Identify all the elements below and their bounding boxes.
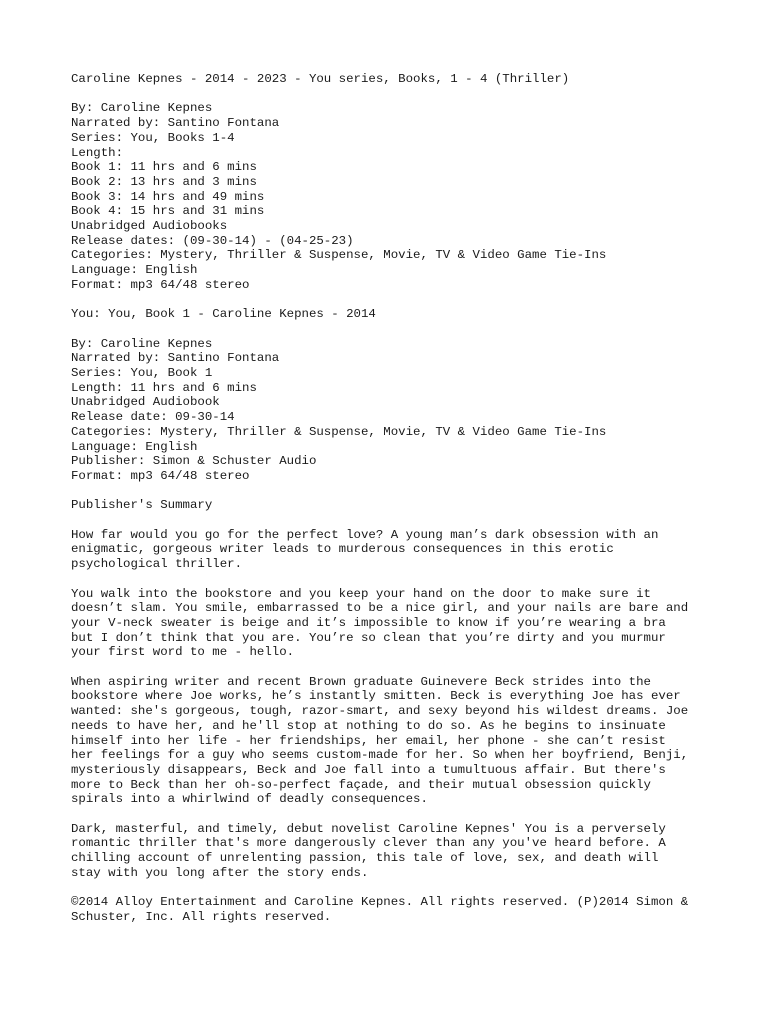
spacer — [71, 660, 731, 675]
series-length-label: Length: — [71, 145, 124, 160]
series-book3-length: Book 3: 14 hrs and 49 mins — [71, 189, 265, 204]
book1-length: Length: 11 hrs and 6 mins — [71, 380, 257, 395]
summary-paragraph-4: Dark, masterful, and timely, debut novelist Caroline Kepnes' You is a perversely romantic thriller that's more dangerously clever than any you've heard before. A chilling account of unrelenting passion, this tale of love, sex, and death will stay with you long after the story ends. — [71, 821, 666, 880]
series-format: Format: mp3 64/48 stereo — [71, 277, 250, 292]
copyright-notice: ©2014 Alloy Entertainment and Caroline Kepnes. All rights reserved. (P)2014 Simon & Schuster, Inc. All rights reserved. — [71, 895, 689, 924]
book1-format: Format: mp3 64/48 stereo — [71, 468, 250, 483]
series-name: Series: You, Books 1-4 — [71, 130, 235, 145]
book1-author: By: Caroline Kepnes — [71, 336, 213, 351]
series-narrator: Narrated by: Santino Fontana — [71, 116, 280, 131]
series-categories: Categories: Mystery, Thriller & Suspense, Movie, TV & Video Game Tie-Ins — [71, 248, 607, 263]
spacer — [71, 322, 731, 337]
summary-heading: Publisher's Summary — [71, 498, 213, 513]
series-edition: Unabridged Audiobooks — [71, 219, 228, 234]
spacer — [71, 484, 731, 499]
series-book1-length: Book 1: 11 hrs and 6 mins — [71, 160, 257, 175]
spacer — [71, 293, 731, 308]
series-book4-length: Book 4: 15 hrs and 31 mins — [71, 204, 265, 219]
series-info-block — [71, 101, 731, 292]
book1-heading: You: You, Book 1 - Caroline Kepnes - 2014 — [71, 307, 376, 322]
book1-info-block — [71, 337, 731, 484]
book1-publisher: Publisher: Simon & Schuster Audio — [71, 454, 317, 469]
book1-categories: Categories: Mystery, Thriller & Suspense, Movie, TV & Video Game Tie-Ins — [71, 424, 607, 439]
book1-release-date: Release date: 09-30-14 — [71, 410, 235, 425]
document-page — [71, 72, 731, 925]
spacer — [71, 87, 731, 102]
spacer — [71, 881, 731, 896]
spacer — [71, 807, 731, 822]
document-title: Caroline Kepnes - 2014 - 2023 - You series, Books, 1 - 4 (Thriller) — [71, 72, 570, 86]
series-author: By: Caroline Kepnes — [71, 101, 213, 116]
series-language: Language: English — [71, 263, 198, 278]
series-book2-length: Book 2: 13 hrs and 3 mins — [71, 174, 257, 189]
summary-paragraph-2: You walk into the bookstore and you keep your hand on the door to make sure it doesn’t slam. You smile, embarrassed to be a nice girl, and your nails are bare and your V-neck sweater is beige and it’s impossible to know if you’re wearing a bra but I don’t think that you are. You’re so clean that you’re dirty and you murmur your first word to me - hello. — [71, 586, 689, 660]
book1-edition: Unabridged Audiobook — [71, 395, 220, 410]
book1-language: Language: English — [71, 439, 198, 454]
series-release-dates: Release dates: (09-30-14) - (04-25-23) — [71, 233, 354, 248]
summary-paragraph-3: When aspiring writer and recent Brown graduate Guinevere Beck strides into the bookstore where Joe works, he’s instantly smitten. Beck is everything Joe has ever wanted: she's gorgeous, tough, razor-smart, and sexy beyond his wildest dreams. Joe needs to have her, and he'll stop at nothing to do so. As he begins to insinuate himself into her life - her friendships, her email, her phone - she can’t resist her feelings for a guy who seems custom-made for her. So when her boyfriend, Benji, mysteriously disappears, Beck and Joe fall into a tumultuous affair. But there's more to Beck than her oh-so-perfect façade, and their mutual obsession quickly spirals into a whirlwind of deadly consequences. — [71, 674, 689, 807]
book1-narrator: Narrated by: Santino Fontana — [71, 351, 280, 366]
spacer — [71, 572, 731, 587]
spacer — [71, 513, 731, 528]
summary-paragraph-1: How far would you go for the perfect love? A young man’s dark obsession with an enigmatic, gorgeous writer leads to murderous consequences in this erotic psychological thriller. — [71, 527, 659, 572]
book1-series: Series: You, Book 1 — [71, 366, 213, 381]
